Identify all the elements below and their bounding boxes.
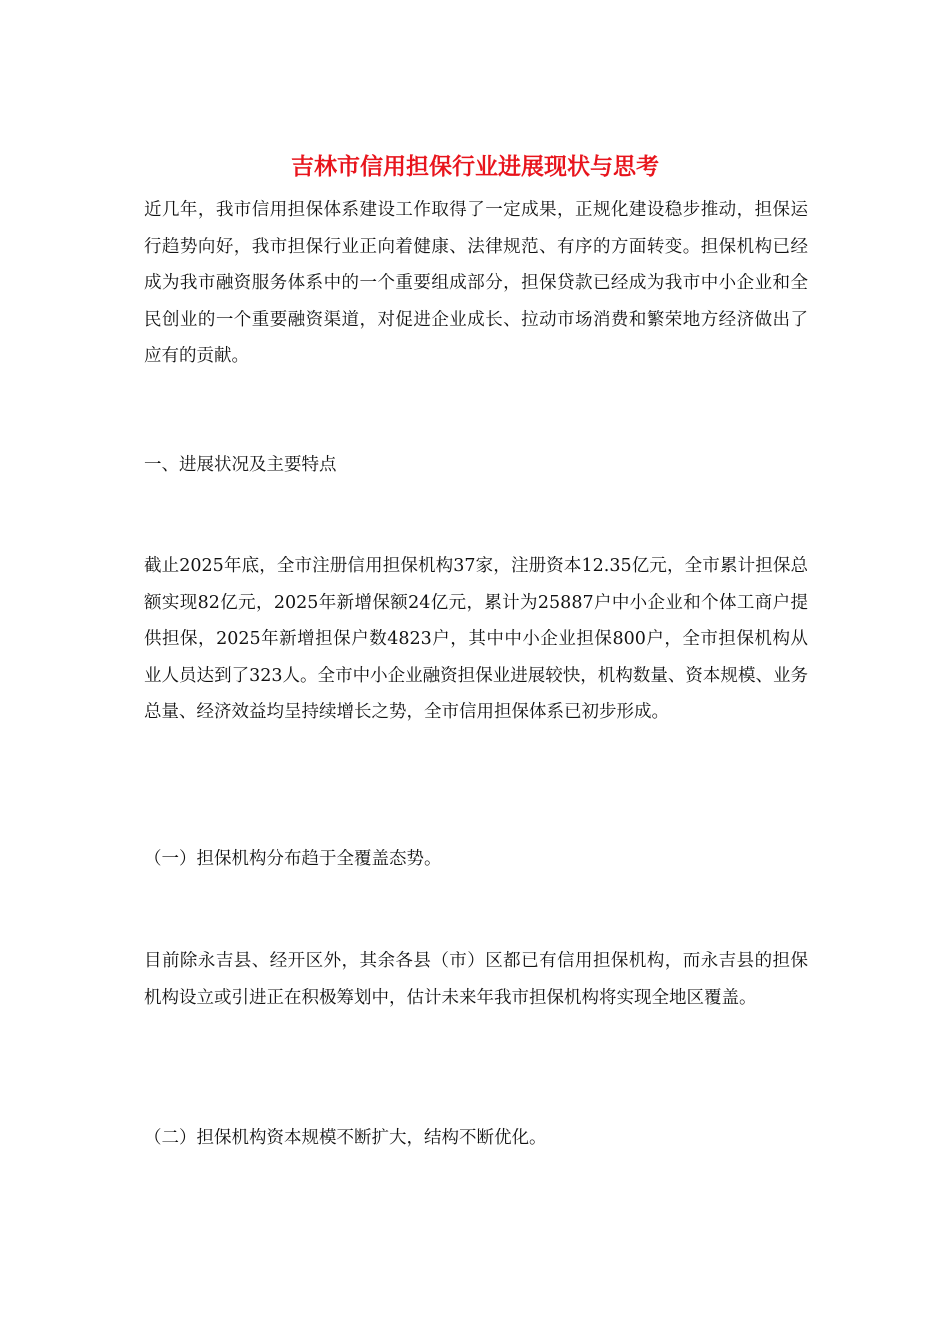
section-heading-1: 一、进展状况及主要特点 (144, 455, 337, 475)
subsection-1-paragraph: 目前除永吉县、经开区外，其余各县（市）区都已有信用担保机构，而永吉县的担保机构设立或引进正在积极筹划中，估计未来年我市担保机构将实现全地区覆盖。 (144, 951, 808, 1008)
subsection-heading-2: （二）担保机构资本规模不断扩大，结构不断优化。 (144, 1128, 547, 1148)
section-1-paragraph: 截止2025年底，全市注册信用担保机构37家，注册资本12.35亿元，全市累计担保总额实现82亿元，2025年新增保额24亿元，累计为25887户中小企业和个体工商户提供担保，2025年新增担保户数4823户，其中中小企业担保800户，全市担保机构从业人员达到了323人。全市中小企业融资担保业进展较快，机构数量、资本规模、业务总量、经济效益均呈持续增长之势，全市信用担保体系已初步形成。 (144, 556, 808, 722)
intro-paragraph: 近几年，我市信用担保体系建设工作取得了一定成果，正规化建设稳步推动，担保运行趋势向好，我市担保行业正向着健康、法律规范、有序的方面转变。担保机构已经成为我市融资服务体系中的一个重要组成部分，担保贷款已经成为我市中小企业和全民创业的一个重要融资渠道，对促进企业成长、拉动市场消费和繁荣地方经济做出了应有的贡献。 (144, 200, 808, 366)
subsection-heading-1: （一）担保机构分布趋于全覆盖态势。 (144, 849, 442, 869)
document-title: 吉林市信用担保行业进展现状与思考 (291, 154, 659, 180)
